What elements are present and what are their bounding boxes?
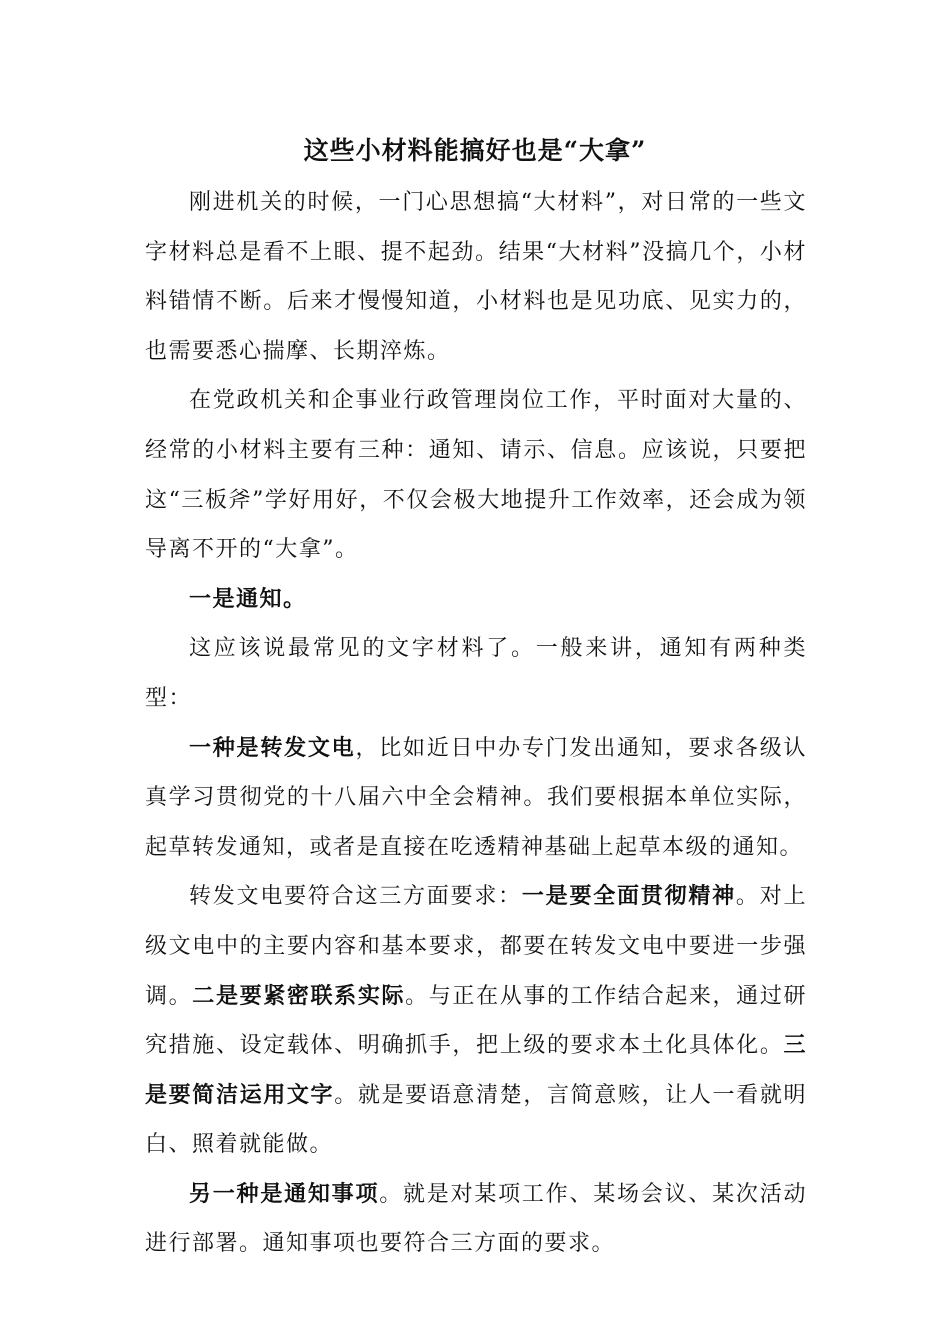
heading-text: 一是通知。 [189,585,307,612]
paragraph-intro [145,178,807,376]
paragraph-text: 。对上级文电中的主要内容和基本要求，都要在转发文电中要进一步强调。 [145,884,807,1009]
document-title: 这些小材料能搞好也是“大拿” [303,136,647,165]
paragraph-notice-types [145,624,807,723]
paragraph-text: 转发文电要符合这三方面要求： [189,884,522,910]
bold-lead-text: 另一种是通知事项 [189,1180,380,1207]
bold-point-text: 一是要全面贯彻精神 [521,883,736,910]
paragraph-text: 这应该说最常见的文字材料了。一般来讲，通知有两种类型： [145,636,807,711]
paragraph-text: ，比如近日中办专门发出通知，要求各级认真学习贯彻党的十八届六中全会精神。我们要根据本单位实际，起草转发通知，或者是直接在吃透精神基础上起草本级的通知。 [145,735,807,860]
paragraph-text: 在党政机关和企事业行政管理岗位工作，平时面对大量的、经常的小材料主要有三种：通知、请示、信息。应该说，只要把这“三板斧”学好用好，不仅会极大地提升工作效率，还会成为领导离不开的“大拿”。 [145,388,807,563]
bold-point-text: 三是要简洁运用文字 [145,1032,807,1108]
paragraph-notice-matters [145,1170,807,1269]
bold-point-text: 二是要紧密联系实际 [192,982,406,1009]
bold-lead-text: 一种是转发文电 [189,734,356,761]
paragraph-text: 。就是要语意清楚，言简意赅，让人一看就明白、照着就能做。 [145,1082,807,1158]
paragraph-forward-requirements [145,872,807,1170]
paragraph-text: 。与正在从事的工作结合起来，通过研究措施、设定载体、明确抓手，把上级的要求本土化具体化。 [145,983,807,1059]
document-body [145,178,807,1269]
paragraph-text: 刚进机关的时候，一门心思想搞“大材料”，对日常的一些文字材料总是看不上眼、提不起劲。结果“大材料”没搞几个，小材料错情不断。后来才慢慢知道，小材料也是见功底、见实力的，也需要悉心揣摩、长期淬炼。 [145,190,807,364]
paragraph-three-types [145,376,807,574]
paragraph-text: 。就是对某项工作、某场会议、某次活动进行部署。通知事项也要符合三方面的要求。 [145,1181,807,1257]
section-heading-notice [145,575,807,625]
paragraph-forward-documents [145,724,807,873]
